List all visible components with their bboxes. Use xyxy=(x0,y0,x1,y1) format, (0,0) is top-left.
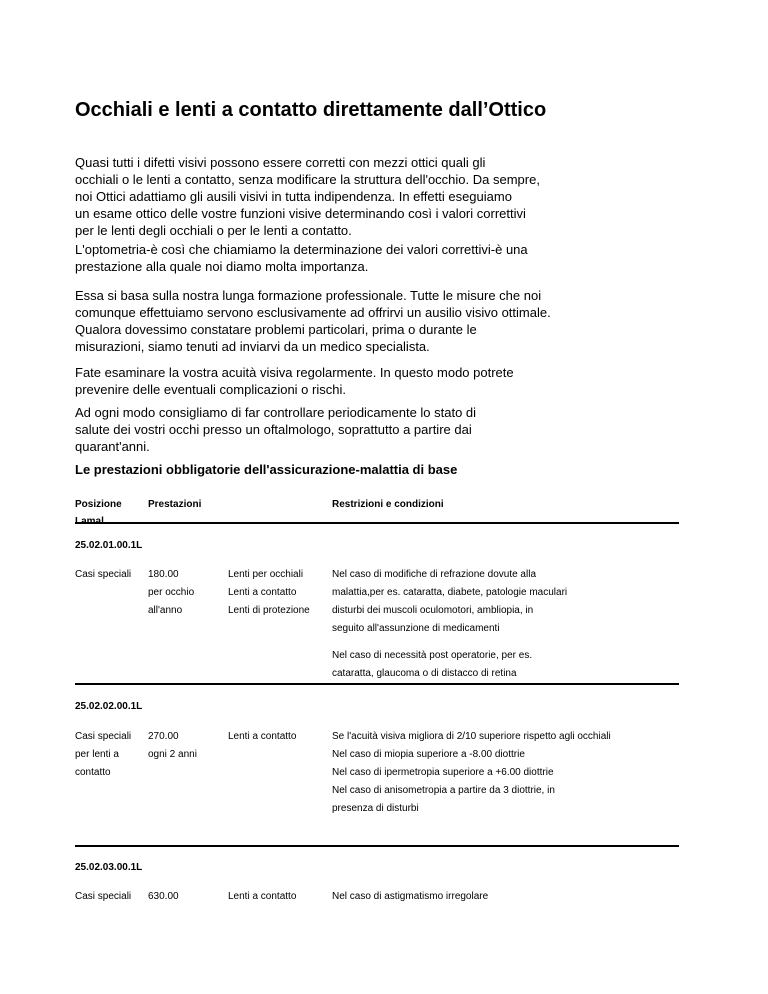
text-line: Ad ogni modo consigliamo di far controllare periodicamente lo stato di xyxy=(75,405,477,420)
paragraph-optometry xyxy=(75,241,595,275)
group-code: 25.02.01.00.1L xyxy=(75,540,143,551)
group-amount xyxy=(148,566,194,620)
cell-text: Nel caso di miopia superiore a -8.00 diottrie xyxy=(332,749,525,760)
paragraph-regular-check xyxy=(75,364,595,398)
cell-text: disturbi dei muscoli oculomotori, ambliopia, in xyxy=(332,605,534,616)
group-code: 25.02.03.00.1L xyxy=(75,862,143,873)
cell-text: Lenti a contatto xyxy=(228,731,297,742)
text-line: Qualora dovessimo constatare problemi particolari, prima o durante le xyxy=(75,322,477,337)
text-line: occhiali o le lenti a contatto, senza modificare la struttura dell'occhio. Da sempre, xyxy=(75,172,540,187)
group-items xyxy=(228,888,296,906)
cell-text: Nel caso di astigmatismo irregolare xyxy=(332,891,489,902)
group-items xyxy=(228,566,310,620)
header-position xyxy=(75,496,122,530)
text-line: Fate esaminare la vostra acuità visiva regolarmente. In questo modo potrete xyxy=(75,365,514,380)
text-line: Quasi tutti i difetti visivi possono essere corretti con mezzi ottici quali gli xyxy=(75,155,486,170)
text-line: per le lenti degli occhiali o per le lenti a contatto. xyxy=(75,223,352,238)
cell-text: 270.00 xyxy=(148,731,179,742)
header-text: Prestazioni xyxy=(148,499,202,510)
cell-text: all'anno xyxy=(148,605,183,616)
paragraph-ophthalmologist xyxy=(75,404,595,455)
cell-text: Nel caso di modifiche di refrazione dovute alla xyxy=(332,569,536,580)
paragraph-training xyxy=(75,287,595,355)
cell-text: Casi speciali xyxy=(75,891,132,902)
cell-text: cataratta, glaucoma o di distacco di retina xyxy=(332,668,517,679)
cell-text: Casi speciali xyxy=(75,569,132,580)
cell-text: Casi speciali xyxy=(75,731,132,742)
cell-text: Lenti di protezione xyxy=(228,605,310,616)
paragraph-intro xyxy=(75,154,595,239)
cell-text: 180.00 xyxy=(148,569,179,580)
text-line: quarant'anni. xyxy=(75,439,150,454)
text-line: L'optometria-è così che chiamiamo la determinazione dei valori correttivi-è una xyxy=(75,242,528,257)
group-amount xyxy=(148,728,197,764)
group-items xyxy=(228,728,296,746)
text-line: salute dei vostri occhi presso un oftalmologo, soprattutto a partire dai xyxy=(75,422,472,437)
cell-text: Se l'acuità visiva migliora di 2/10 superiore rispetto agli occhiali xyxy=(332,731,611,742)
cell-text: Lenti a contatto xyxy=(228,587,297,598)
text-line: misurazioni, siamo tenuti ad inviarvi da un medico specialista. xyxy=(75,339,430,354)
cell-text: per occhio xyxy=(148,587,195,598)
cell-text: malattia,per es. cataratta, diabete, patologie maculari xyxy=(332,587,568,598)
section-title: Le prestazioni obbligatorie dell'assicurazione-malattia di base xyxy=(75,462,458,477)
cell-text: Nel caso di ipermetropia superiore a +6.00 diottrie xyxy=(332,767,554,778)
cell-text: Nel caso di anisometropia a partire da 3 diottrie, in xyxy=(332,785,555,796)
table-divider xyxy=(75,845,679,847)
group-conditions-postop xyxy=(332,647,532,683)
cell-text: per lenti a xyxy=(75,749,119,760)
group-conditions xyxy=(332,888,488,906)
cell-text: 630.00 xyxy=(148,891,179,902)
header-restrictions xyxy=(332,496,444,513)
header-services xyxy=(148,496,201,513)
text-line: comunque effettuiamo servono esclusivamente ad offrirvi un ausilio visivo ottimale. xyxy=(75,305,551,320)
group-code: 25.02.02.00.1L xyxy=(75,701,143,712)
table-divider xyxy=(75,683,679,685)
group-amount xyxy=(148,888,179,906)
group-category xyxy=(75,888,131,906)
page-title: Occhiali e lenti a contatto direttamente dall’Ottico xyxy=(75,99,547,121)
cell-text: Nel caso di necessità post operatorie, per es. xyxy=(332,650,533,661)
cell-text: seguito all'assunzione di medicamenti xyxy=(332,623,500,634)
group-category xyxy=(75,566,131,584)
header-text: Posizione xyxy=(75,499,122,510)
cell-text: ogni 2 anni xyxy=(148,749,197,760)
group-category xyxy=(75,728,131,782)
text-line: prestazione alla quale noi diamo molta importanza. xyxy=(75,259,369,274)
cell-text: Lenti per occhiali xyxy=(228,569,304,580)
group-conditions xyxy=(332,728,611,818)
table-divider xyxy=(75,522,679,524)
text-line: Essa si basa sulla nostra lunga formazione professionale. Tutte le misure che noi xyxy=(75,288,542,303)
text-line: prevenire delle eventuali complicazioni o rischi. xyxy=(75,382,346,397)
group-conditions xyxy=(332,566,567,638)
text-line: un esame ottico delle vostre funzioni visive determinando così i valori correttivi xyxy=(75,206,526,221)
header-text: Restrizioni e condizioni xyxy=(332,499,444,510)
cell-text: presenza di disturbi xyxy=(332,803,419,814)
text-line: noi Ottici adattiamo gli ausili visivi in tutta indipendenza. In effetti eseguiamo xyxy=(75,189,512,204)
cell-text: contatto xyxy=(75,767,111,778)
cell-text: Lenti a contatto xyxy=(228,891,297,902)
